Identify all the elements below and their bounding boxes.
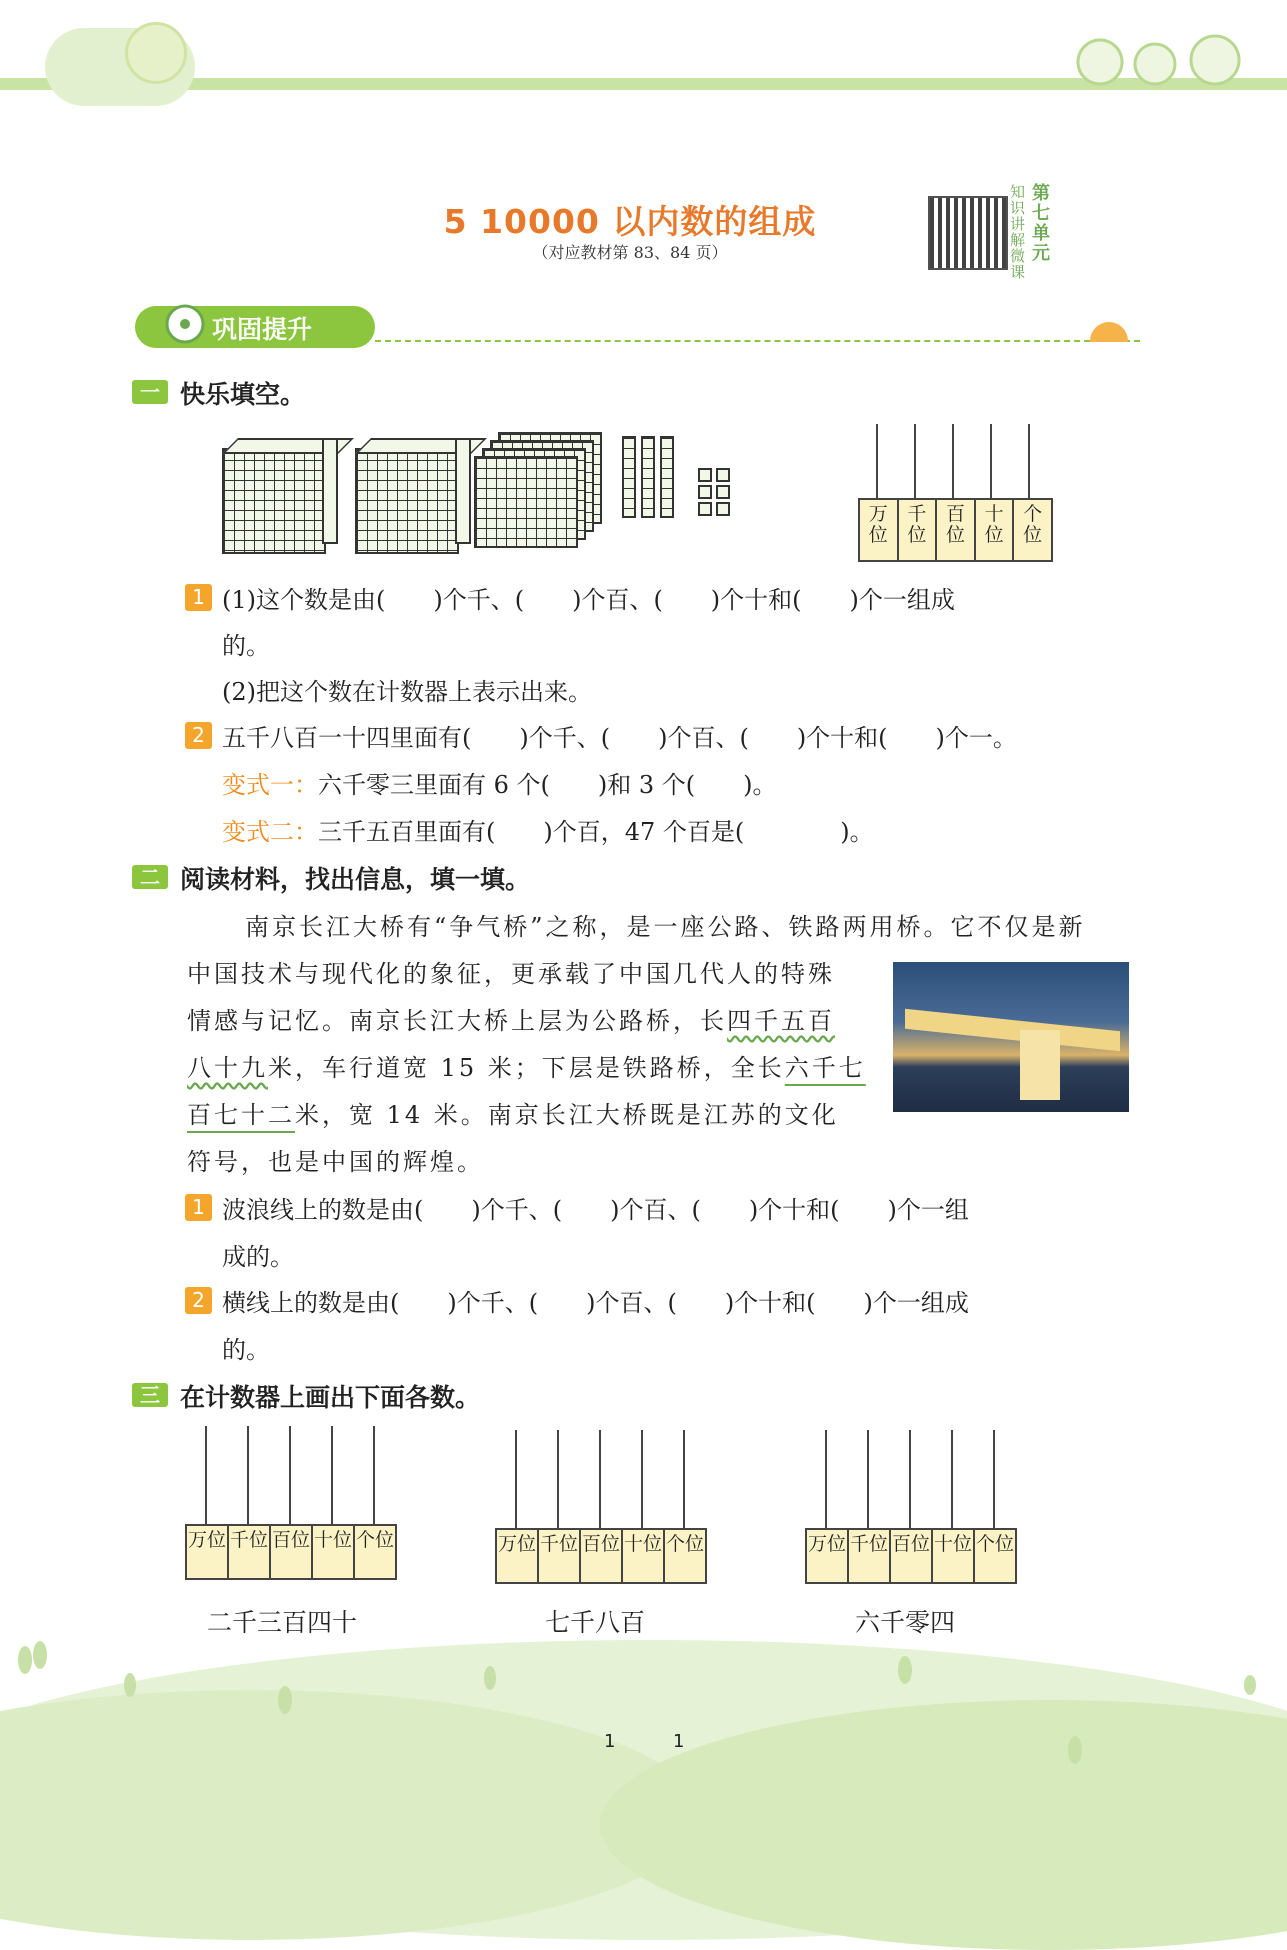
variant-2 bbox=[222, 812, 874, 847]
abacus-counter[interactable] bbox=[858, 424, 1053, 564]
question-text: 成的。 bbox=[222, 1243, 294, 1271]
abacus-label: 万位 bbox=[187, 1526, 229, 1578]
variant-text: 六千零三里面有 6 个( )和 3 个( )。 bbox=[318, 771, 777, 799]
reading-paragraph: 八十九米，车行道宽 15 米；下层是铁路桥，全长六千七 bbox=[187, 1054, 866, 1082]
unit-cube bbox=[716, 485, 730, 499]
abacus-label: 万位 bbox=[860, 500, 899, 560]
section-title-2: 阅读材料，找出信息，填一填。 bbox=[180, 865, 531, 894]
unit-cube bbox=[698, 468, 712, 482]
variant-label: 变式二： bbox=[222, 818, 318, 846]
wavy-number: 八十九 bbox=[187, 1054, 268, 1082]
thousand-cube bbox=[222, 448, 326, 554]
abacus-label: 千位 bbox=[539, 1530, 581, 1582]
question-text: 波浪线上的数是由( )个千、( )个百、( )个十和( )个一组 bbox=[222, 1196, 969, 1224]
question-text: 的。 bbox=[222, 1336, 270, 1364]
question-text: (2)把这个数在计数器上表示出来。 bbox=[222, 678, 592, 706]
abacus-counter[interactable] bbox=[805, 1430, 1020, 1570]
reading-paragraph: 百七十二米，宽 14 米。南京长江大桥既是江苏的文化 bbox=[187, 1101, 839, 1129]
question-text: 横线上的数是由( )个千、( )个百、( )个十和( )个一组成 bbox=[222, 1289, 969, 1317]
variant-label: 变式一： bbox=[222, 771, 318, 799]
abacus-label: 个位 bbox=[1023, 503, 1043, 546]
banner-label: 巩固提升 bbox=[212, 315, 313, 344]
section-badge-1: 一 bbox=[132, 380, 168, 404]
abacus-label: 百位 bbox=[937, 500, 976, 560]
animal-mascots-icon bbox=[1060, 30, 1260, 90]
page-title: 5 10000 以内数的组成 bbox=[443, 202, 817, 241]
abacus-label: 十位 bbox=[976, 500, 1015, 560]
ten-rod bbox=[660, 436, 674, 518]
number-caption: 二千三百四十 bbox=[207, 1608, 358, 1637]
underlined-number: 六千七 bbox=[784, 1054, 866, 1082]
question-badge: 1 bbox=[185, 584, 212, 611]
reading-paragraph: 符号，也是中国的辉煌。 bbox=[187, 1148, 484, 1176]
bridge-photo-tower bbox=[1020, 1030, 1060, 1100]
number-caption: 七千八百 bbox=[545, 1608, 646, 1637]
reading-paragraph: 南京长江大桥有“争气桥”之称，是一座公路、铁路两用桥。它不仅是新 bbox=[245, 913, 1086, 941]
question-text: 的。 bbox=[222, 632, 270, 660]
abacus-label: 千位 bbox=[899, 500, 938, 560]
abacus-label: 千位 bbox=[229, 1526, 271, 1578]
section-title-1: 快乐填空。 bbox=[180, 380, 306, 409]
underlined-number: 百七十二 bbox=[187, 1101, 295, 1129]
abacus-counter[interactable] bbox=[185, 1426, 400, 1566]
number-caption: 六千零四 bbox=[855, 1608, 956, 1637]
unit-cube bbox=[716, 502, 730, 516]
ten-rod bbox=[622, 436, 636, 518]
abacus-label: 十位 bbox=[313, 1526, 355, 1578]
section-badge-2: 二 bbox=[132, 865, 168, 889]
abacus-counter[interactable] bbox=[495, 1430, 710, 1570]
abacus-label: 十位 bbox=[933, 1530, 975, 1582]
abacus-label: 万位 bbox=[807, 1530, 849, 1582]
reading-paragraph: 情感与记忆。南京长江大桥上层为公路桥，长四千五百 bbox=[187, 1007, 835, 1035]
question-badge: 2 bbox=[185, 722, 212, 749]
tree-decoration-icon bbox=[0, 1630, 1287, 1789]
hundred-flat bbox=[474, 456, 578, 548]
unit-cube bbox=[698, 502, 712, 516]
unit-cube bbox=[698, 485, 712, 499]
sun-icon bbox=[125, 22, 187, 84]
qr-code-icon[interactable] bbox=[928, 196, 1008, 270]
variant-text: 三千五百里面有( )个百，47 个百是( )。 bbox=[318, 818, 874, 846]
qr-label: 知识讲解微课 bbox=[1010, 183, 1026, 281]
question-text: (1)这个数是由( )个千、( )个百、( )个十和( )个一组成 bbox=[222, 586, 955, 614]
page-number: 1 bbox=[673, 1731, 685, 1752]
abacus-label: 个位 bbox=[355, 1529, 394, 1551]
abacus-label: 百位 bbox=[891, 1530, 933, 1582]
section-badge-3: 三 bbox=[132, 1383, 168, 1407]
question-badge: 1 bbox=[185, 1194, 212, 1221]
abacus-label: 个位 bbox=[975, 1533, 1014, 1555]
thousand-cube bbox=[355, 448, 459, 554]
abacus-label: 个位 bbox=[665, 1533, 704, 1555]
abacus-label: 百位 bbox=[581, 1530, 623, 1582]
question-badge: 2 bbox=[185, 1287, 212, 1314]
section-title-3: 在计数器上画出下面各数。 bbox=[180, 1383, 481, 1412]
reading-paragraph: 中国技术与现代化的象征，更承载了中国几代人的特殊 bbox=[187, 960, 835, 988]
question-text: 五千八百一十四里面有( )个千、( )个百、( )个十和( )个一。 bbox=[222, 724, 1017, 752]
abacus-label: 十位 bbox=[623, 1530, 665, 1582]
unit-cube bbox=[716, 468, 730, 482]
sunset-icon bbox=[1090, 322, 1128, 342]
abacus-label: 百位 bbox=[271, 1526, 313, 1578]
abacus-label: 千位 bbox=[849, 1530, 891, 1582]
whale-icon bbox=[160, 296, 210, 346]
wavy-number: 四千五百 bbox=[727, 1007, 835, 1035]
abacus-label: 万位 bbox=[497, 1530, 539, 1582]
page-subtitle: （对应教材第 83、84 页） bbox=[532, 243, 728, 262]
unit-label: 第七单元 bbox=[1032, 183, 1050, 264]
page-number: 1 bbox=[604, 1731, 616, 1752]
variant-1 bbox=[222, 765, 777, 800]
banner-divider bbox=[375, 340, 1140, 342]
ten-rod bbox=[641, 436, 655, 518]
